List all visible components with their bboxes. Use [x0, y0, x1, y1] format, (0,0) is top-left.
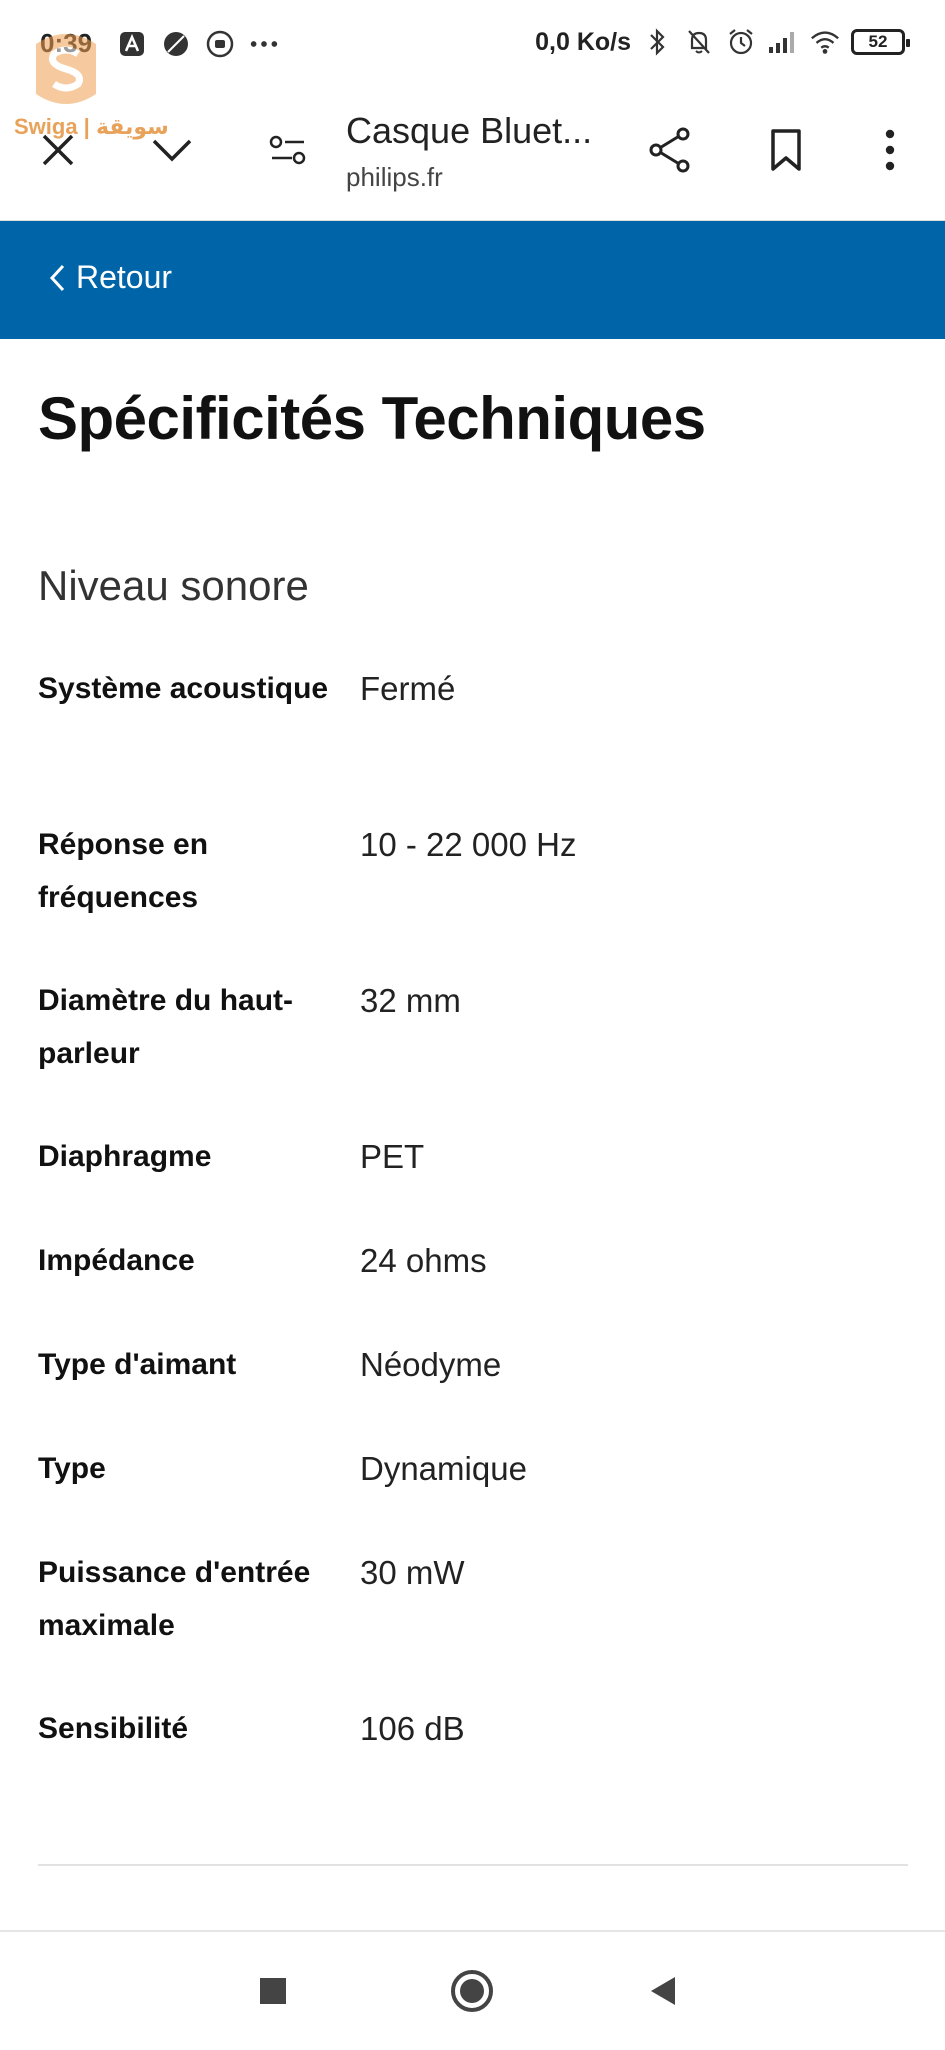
signal-icon: [767, 26, 799, 58]
spec-label: Sensibilité: [38, 1712, 189, 1745]
spec-row: [38, 662, 908, 818]
sliders-icon: [268, 132, 308, 168]
spec-value: PET: [360, 1138, 425, 1175]
back-label: Retour: [76, 259, 173, 295]
chevron-left-icon: [48, 262, 66, 294]
spec-value: 30 mW: [360, 1554, 465, 1591]
spec-value: 106 dB: [360, 1710, 465, 1747]
collapse-button[interactable]: [142, 120, 202, 180]
home-button[interactable]: [413, 1932, 531, 2050]
battery-icon: 52: [851, 29, 905, 55]
spec-label: Réponse en fréquences: [38, 828, 209, 914]
network-speed: 0,0 Ko/s: [535, 27, 631, 56]
alarm-icon: [725, 26, 757, 58]
spec-value: 10 - 22 000 Hz: [360, 826, 577, 863]
spec-label: Impédance: [38, 1244, 195, 1277]
specs-table: [38, 662, 908, 1806]
spec-label: Système acoustique: [38, 672, 329, 705]
more-vert-icon: [884, 128, 896, 172]
spec-value: Néodyme: [360, 1346, 502, 1383]
spec-row: [38, 974, 908, 1130]
spec-row: [38, 1442, 908, 1546]
spec-label: Diamètre du haut-parleur: [38, 984, 294, 1070]
browser-toolbar: [0, 92, 945, 221]
more-options-button[interactable]: [860, 120, 920, 180]
spec-value: Fermé: [360, 670, 456, 707]
divider: [38, 1864, 908, 1866]
bookmark-icon: [769, 128, 803, 172]
spec-label: Diaphragme: [38, 1140, 212, 1173]
back-triangle-icon: [648, 1975, 678, 2007]
spec-row: [38, 818, 908, 974]
spec-value: 32 mm: [360, 982, 461, 1019]
watermark-text: Swiga | سويقة: [14, 114, 169, 139]
share-button[interactable]: [640, 120, 700, 180]
spec-row: [38, 1546, 908, 1702]
close-button[interactable]: [28, 120, 88, 180]
spec-value: Dynamique: [360, 1450, 527, 1487]
bluetooth-icon: [641, 26, 673, 58]
page-title-bar: Casque Bluet...: [346, 110, 593, 151]
spec-value: 24 ohms: [360, 1242, 487, 1279]
page-host: philips.fr: [346, 162, 443, 192]
spec-row: [38, 1702, 908, 1806]
header-banner: [0, 221, 945, 339]
spec-row: [38, 1234, 908, 1338]
share-icon: [647, 126, 693, 174]
wifi-icon: [809, 26, 841, 58]
spec-label: Type: [38, 1452, 106, 1485]
recents-button[interactable]: [214, 1932, 332, 2050]
spec-label: Type d'aimant: [38, 1348, 237, 1381]
section-heading: Niveau sonore: [38, 562, 309, 609]
page-settings-button[interactable]: [258, 120, 318, 180]
system-nav-bar: [0, 1930, 945, 2050]
bookmark-button[interactable]: [756, 120, 816, 180]
back-link[interactable]: [48, 259, 172, 296]
spec-row: [38, 1130, 908, 1234]
close-icon: [40, 132, 76, 168]
dark-circle-icon: [160, 28, 192, 60]
page-heading: Spécificités Techniques: [38, 385, 706, 452]
square-icon: [258, 1976, 288, 2006]
more-dots-icon: [248, 28, 280, 60]
mute-bell-icon: [683, 26, 715, 58]
home-circle-icon: [449, 1968, 495, 2014]
spec-label: Puissance d'entrée maximale: [38, 1556, 311, 1642]
back-button[interactable]: [604, 1932, 722, 2050]
system-icons: [535, 26, 905, 58]
spec-row: [38, 1338, 908, 1442]
record-icon: [204, 28, 236, 60]
chevron-down-icon: [151, 137, 193, 163]
